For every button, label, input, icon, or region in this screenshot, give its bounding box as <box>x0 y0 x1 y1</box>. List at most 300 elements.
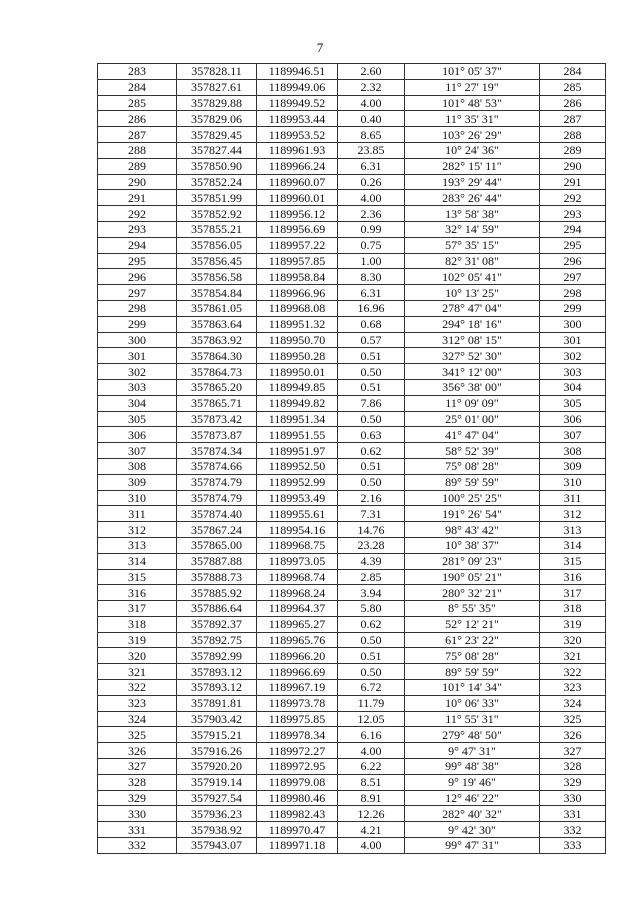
table-row <box>98 522 606 538</box>
cell-distance: 4.00 <box>338 190 405 206</box>
cell-distance: 2.85 <box>338 569 405 585</box>
cell-next-point-number: 312 <box>540 506 606 522</box>
cell-point-number: 288 <box>98 142 177 158</box>
cell-y-coordinate: 1189980.46 <box>257 790 338 806</box>
cell-x-coordinate: 357864.30 <box>177 348 257 364</box>
cell-distance: 14.76 <box>338 522 405 538</box>
cell-point-number: 331 <box>98 822 177 838</box>
cell-x-coordinate: 357867.24 <box>177 522 257 538</box>
cell-bearing: 281° 09' 23" <box>405 553 540 569</box>
cell-distance: 8.65 <box>338 127 405 143</box>
cell-next-point-number: 316 <box>540 569 606 585</box>
cell-bearing: 282° 40' 32" <box>405 806 540 822</box>
cell-next-point-number: 327 <box>540 743 606 759</box>
cell-x-coordinate: 357874.79 <box>177 490 257 506</box>
cell-y-coordinate: 1189967.19 <box>257 680 338 696</box>
cell-point-number: 285 <box>98 95 177 111</box>
cell-bearing: 10° 38' 37" <box>405 537 540 553</box>
cell-point-number: 311 <box>98 506 177 522</box>
cell-bearing: 101° 14' 34" <box>405 680 540 696</box>
cell-y-coordinate: 1189953.49 <box>257 490 338 506</box>
table-row <box>98 711 606 727</box>
cell-x-coordinate: 357851.99 <box>177 190 257 206</box>
cell-distance: 4.21 <box>338 822 405 838</box>
coordinate-table <box>97 63 606 854</box>
cell-point-number: 332 <box>98 838 177 854</box>
cell-distance: 4.00 <box>338 95 405 111</box>
cell-y-coordinate: 1189951.97 <box>257 443 338 459</box>
cell-next-point-number: 331 <box>540 806 606 822</box>
cell-distance: 2.32 <box>338 79 405 95</box>
cell-y-coordinate: 1189966.69 <box>257 664 338 680</box>
cell-y-coordinate: 1189972.95 <box>257 759 338 775</box>
cell-bearing: 11° 35' 31" <box>405 111 540 127</box>
cell-point-number: 327 <box>98 759 177 775</box>
cell-x-coordinate: 357850.90 <box>177 158 257 174</box>
cell-bearing: 100° 25' 25" <box>405 490 540 506</box>
cell-bearing: 10° 06' 33" <box>405 695 540 711</box>
cell-point-number: 312 <box>98 522 177 538</box>
table-row <box>98 269 606 285</box>
cell-next-point-number: 293 <box>540 206 606 222</box>
cell-point-number: 304 <box>98 395 177 411</box>
cell-next-point-number: 323 <box>540 680 606 696</box>
table-row <box>98 142 606 158</box>
cell-point-number: 329 <box>98 790 177 806</box>
cell-x-coordinate: 357943.07 <box>177 838 257 854</box>
cell-x-coordinate: 357829.45 <box>177 127 257 143</box>
cell-distance: 0.57 <box>338 332 405 348</box>
cell-bearing: 10° 24' 36" <box>405 142 540 158</box>
cell-bearing: 11° 09' 09" <box>405 395 540 411</box>
cell-y-coordinate: 1189946.51 <box>257 64 338 80</box>
cell-x-coordinate: 357865.71 <box>177 395 257 411</box>
cell-next-point-number: 297 <box>540 269 606 285</box>
cell-distance: 16.96 <box>338 300 405 316</box>
cell-point-number: 298 <box>98 300 177 316</box>
table-row <box>98 95 606 111</box>
cell-x-coordinate: 357916.26 <box>177 743 257 759</box>
cell-y-coordinate: 1189968.24 <box>257 585 338 601</box>
cell-distance: 6.72 <box>338 680 405 696</box>
cell-point-number: 322 <box>98 680 177 696</box>
cell-point-number: 299 <box>98 316 177 332</box>
cell-x-coordinate: 357852.24 <box>177 174 257 190</box>
cell-x-coordinate: 357915.21 <box>177 727 257 743</box>
cell-next-point-number: 287 <box>540 111 606 127</box>
cell-y-coordinate: 1189952.50 <box>257 458 338 474</box>
cell-y-coordinate: 1189953.44 <box>257 111 338 127</box>
cell-y-coordinate: 1189957.85 <box>257 253 338 269</box>
table-row <box>98 695 606 711</box>
cell-point-number: 305 <box>98 411 177 427</box>
table-row <box>98 190 606 206</box>
cell-distance: 8.51 <box>338 774 405 790</box>
cell-y-coordinate: 1189956.12 <box>257 206 338 222</box>
cell-y-coordinate: 1189955.61 <box>257 506 338 522</box>
cell-x-coordinate: 357874.40 <box>177 506 257 522</box>
cell-distance: 0.62 <box>338 443 405 459</box>
cell-next-point-number: 319 <box>540 616 606 632</box>
cell-point-number: 297 <box>98 285 177 301</box>
cell-point-number: 323 <box>98 695 177 711</box>
cell-point-number: 313 <box>98 537 177 553</box>
cell-x-coordinate: 357861.05 <box>177 300 257 316</box>
table-row <box>98 806 606 822</box>
cell-bearing: 102° 05' 41" <box>405 269 540 285</box>
cell-distance: 6.31 <box>338 285 405 301</box>
cell-point-number: 302 <box>98 364 177 380</box>
cell-x-coordinate: 357874.66 <box>177 458 257 474</box>
cell-next-point-number: 291 <box>540 174 606 190</box>
cell-y-coordinate: 1189952.99 <box>257 474 338 490</box>
table-row <box>98 253 606 269</box>
cell-x-coordinate: 357886.64 <box>177 601 257 617</box>
cell-distance: 12.26 <box>338 806 405 822</box>
cell-distance: 11.79 <box>338 695 405 711</box>
cell-next-point-number: 305 <box>540 395 606 411</box>
cell-bearing: 193° 29' 44" <box>405 174 540 190</box>
cell-x-coordinate: 357893.12 <box>177 680 257 696</box>
cell-point-number: 318 <box>98 616 177 632</box>
cell-x-coordinate: 357892.99 <box>177 648 257 664</box>
cell-distance: 23.85 <box>338 142 405 158</box>
cell-y-coordinate: 1189954.16 <box>257 522 338 538</box>
cell-distance: 0.51 <box>338 458 405 474</box>
cell-y-coordinate: 1189949.06 <box>257 79 338 95</box>
cell-distance: 8.30 <box>338 269 405 285</box>
cell-point-number: 283 <box>98 64 177 80</box>
cell-y-coordinate: 1189968.74 <box>257 569 338 585</box>
cell-x-coordinate: 357873.42 <box>177 411 257 427</box>
cell-next-point-number: 308 <box>540 443 606 459</box>
cell-x-coordinate: 357829.88 <box>177 95 257 111</box>
cell-y-coordinate: 1189950.01 <box>257 364 338 380</box>
cell-point-number: 319 <box>98 632 177 648</box>
cell-x-coordinate: 357892.37 <box>177 616 257 632</box>
cell-distance: 2.60 <box>338 64 405 80</box>
cell-y-coordinate: 1189968.08 <box>257 300 338 316</box>
cell-point-number: 316 <box>98 585 177 601</box>
cell-next-point-number: 292 <box>540 190 606 206</box>
table-row <box>98 379 606 395</box>
cell-bearing: 8° 55' 35" <box>405 601 540 617</box>
cell-x-coordinate: 357885.92 <box>177 585 257 601</box>
cell-x-coordinate: 357888.73 <box>177 569 257 585</box>
table-row <box>98 79 606 95</box>
cell-distance: 6.31 <box>338 158 405 174</box>
table-row <box>98 537 606 553</box>
cell-bearing: 191° 26' 54" <box>405 506 540 522</box>
cell-y-coordinate: 1189966.24 <box>257 158 338 174</box>
cell-next-point-number: 294 <box>540 221 606 237</box>
table-row <box>98 206 606 222</box>
table-row <box>98 458 606 474</box>
cell-distance: 0.99 <box>338 221 405 237</box>
cell-x-coordinate: 357936.23 <box>177 806 257 822</box>
cell-x-coordinate: 357827.61 <box>177 79 257 95</box>
cell-distance: 7.86 <box>338 395 405 411</box>
cell-point-number: 306 <box>98 427 177 443</box>
cell-next-point-number: 317 <box>540 585 606 601</box>
table-row <box>98 221 606 237</box>
cell-point-number: 326 <box>98 743 177 759</box>
cell-bearing: 294° 18' 16" <box>405 316 540 332</box>
cell-y-coordinate: 1189972.27 <box>257 743 338 759</box>
cell-next-point-number: 325 <box>540 711 606 727</box>
table-row <box>98 790 606 806</box>
cell-bearing: 61° 23' 22" <box>405 632 540 648</box>
cell-point-number: 292 <box>98 206 177 222</box>
cell-y-coordinate: 1189950.70 <box>257 332 338 348</box>
cell-x-coordinate: 357863.92 <box>177 332 257 348</box>
cell-x-coordinate: 357873.87 <box>177 427 257 443</box>
cell-point-number: 293 <box>98 221 177 237</box>
table-row <box>98 774 606 790</box>
cell-bearing: 10° 13' 25" <box>405 285 540 301</box>
cell-distance: 0.50 <box>338 411 405 427</box>
cell-x-coordinate: 357856.58 <box>177 269 257 285</box>
cell-next-point-number: 286 <box>540 95 606 111</box>
cell-bearing: 99° 47' 31" <box>405 838 540 854</box>
cell-next-point-number: 307 <box>540 427 606 443</box>
table-row <box>98 664 606 680</box>
cell-bearing: 282° 15' 11" <box>405 158 540 174</box>
cell-point-number: 296 <box>98 269 177 285</box>
cell-x-coordinate: 357864.73 <box>177 364 257 380</box>
cell-distance: 0.50 <box>338 664 405 680</box>
table-body <box>98 64 606 854</box>
cell-y-coordinate: 1189966.20 <box>257 648 338 664</box>
cell-point-number: 324 <box>98 711 177 727</box>
cell-x-coordinate: 357854.84 <box>177 285 257 301</box>
cell-next-point-number: 303 <box>540 364 606 380</box>
table-row <box>98 822 606 838</box>
cell-next-point-number: 299 <box>540 300 606 316</box>
cell-point-number: 315 <box>98 569 177 585</box>
cell-point-number: 286 <box>98 111 177 127</box>
cell-x-coordinate: 357903.42 <box>177 711 257 727</box>
cell-bearing: 75° 08' 28" <box>405 458 540 474</box>
cell-bearing: 279° 48' 50" <box>405 727 540 743</box>
cell-next-point-number: 296 <box>540 253 606 269</box>
cell-y-coordinate: 1189973.78 <box>257 695 338 711</box>
cell-point-number: 314 <box>98 553 177 569</box>
cell-next-point-number: 295 <box>540 237 606 253</box>
cell-x-coordinate: 357865.00 <box>177 537 257 553</box>
cell-next-point-number: 313 <box>540 522 606 538</box>
cell-bearing: 98° 43' 42" <box>405 522 540 538</box>
cell-distance: 23.28 <box>338 537 405 553</box>
table-row <box>98 443 606 459</box>
cell-x-coordinate: 357863.64 <box>177 316 257 332</box>
table-row <box>98 111 606 127</box>
cell-distance: 0.40 <box>338 111 405 127</box>
table-row <box>98 585 606 601</box>
cell-x-coordinate: 357927.54 <box>177 790 257 806</box>
cell-bearing: 9° 19' 46" <box>405 774 540 790</box>
cell-bearing: 9° 47' 31" <box>405 743 540 759</box>
cell-distance: 0.68 <box>338 316 405 332</box>
cell-distance: 4.00 <box>338 838 405 854</box>
cell-y-coordinate: 1189961.93 <box>257 142 338 158</box>
cell-point-number: 289 <box>98 158 177 174</box>
page-number: 7 <box>316 40 324 55</box>
cell-y-coordinate: 1189949.82 <box>257 395 338 411</box>
cell-x-coordinate: 357856.45 <box>177 253 257 269</box>
cell-bearing: 41° 47' 04" <box>405 427 540 443</box>
cell-x-coordinate: 357892.75 <box>177 632 257 648</box>
table-row <box>98 395 606 411</box>
table-row <box>98 364 606 380</box>
table-row <box>98 316 606 332</box>
cell-point-number: 328 <box>98 774 177 790</box>
cell-bearing: 89° 59' 59" <box>405 474 540 490</box>
cell-next-point-number: 309 <box>540 458 606 474</box>
cell-point-number: 284 <box>98 79 177 95</box>
cell-x-coordinate: 357856.05 <box>177 237 257 253</box>
cell-bearing: 190° 05' 21" <box>405 569 540 585</box>
cell-distance: 4.00 <box>338 743 405 759</box>
table-row <box>98 601 606 617</box>
cell-y-coordinate: 1189953.52 <box>257 127 338 143</box>
cell-bearing: 25° 01' 00" <box>405 411 540 427</box>
cell-y-coordinate: 1189968.75 <box>257 537 338 553</box>
table-row <box>98 759 606 775</box>
cell-y-coordinate: 1189973.05 <box>257 553 338 569</box>
cell-point-number: 295 <box>98 253 177 269</box>
cell-y-coordinate: 1189949.52 <box>257 95 338 111</box>
cell-bearing: 280° 32' 21" <box>405 585 540 601</box>
cell-point-number: 290 <box>98 174 177 190</box>
cell-x-coordinate: 357874.34 <box>177 443 257 459</box>
cell-bearing: 103° 26' 29" <box>405 127 540 143</box>
table-row <box>98 680 606 696</box>
cell-bearing: 89° 59' 59" <box>405 664 540 680</box>
cell-next-point-number: 320 <box>540 632 606 648</box>
cell-bearing: 11° 27' 19" <box>405 79 540 95</box>
cell-x-coordinate: 357852.92 <box>177 206 257 222</box>
cell-next-point-number: 310 <box>540 474 606 490</box>
cell-distance: 0.51 <box>338 348 405 364</box>
cell-bearing: 58° 52' 39" <box>405 443 540 459</box>
cell-point-number: 294 <box>98 237 177 253</box>
cell-next-point-number: 300 <box>540 316 606 332</box>
table-row <box>98 648 606 664</box>
cell-next-point-number: 328 <box>540 759 606 775</box>
cell-distance: 0.51 <box>338 379 405 395</box>
cell-bearing: 278° 47' 04" <box>405 300 540 316</box>
cell-x-coordinate: 357920.20 <box>177 759 257 775</box>
cell-point-number: 321 <box>98 664 177 680</box>
cell-next-point-number: 288 <box>540 127 606 143</box>
cell-bearing: 13° 58' 38" <box>405 206 540 222</box>
cell-y-coordinate: 1189964.37 <box>257 601 338 617</box>
cell-distance: 2.16 <box>338 490 405 506</box>
cell-y-coordinate: 1189965.27 <box>257 616 338 632</box>
cell-point-number: 310 <box>98 490 177 506</box>
cell-distance: 0.75 <box>338 237 405 253</box>
cell-x-coordinate: 357874.79 <box>177 474 257 490</box>
cell-next-point-number: 284 <box>540 64 606 80</box>
cell-x-coordinate: 357938.92 <box>177 822 257 838</box>
cell-next-point-number: 333 <box>540 838 606 854</box>
cell-point-number: 307 <box>98 443 177 459</box>
cell-distance: 8.91 <box>338 790 405 806</box>
cell-y-coordinate: 1189958.84 <box>257 269 338 285</box>
cell-distance: 0.50 <box>338 364 405 380</box>
cell-bearing: 82° 31' 08" <box>405 253 540 269</box>
cell-bearing: 101° 05' 37" <box>405 64 540 80</box>
cell-next-point-number: 311 <box>540 490 606 506</box>
cell-y-coordinate: 1189960.07 <box>257 174 338 190</box>
cell-distance: 12.05 <box>338 711 405 727</box>
cell-bearing: 11° 55' 31" <box>405 711 540 727</box>
cell-y-coordinate: 1189951.34 <box>257 411 338 427</box>
cell-y-coordinate: 1189970.47 <box>257 822 338 838</box>
cell-x-coordinate: 357829.06 <box>177 111 257 127</box>
cell-y-coordinate: 1189950.28 <box>257 348 338 364</box>
table-row <box>98 743 606 759</box>
cell-bearing: 99° 48' 38" <box>405 759 540 775</box>
cell-bearing: 57° 35' 15" <box>405 237 540 253</box>
cell-y-coordinate: 1189982.43 <box>257 806 338 822</box>
cell-next-point-number: 289 <box>540 142 606 158</box>
table-row <box>98 411 606 427</box>
cell-point-number: 320 <box>98 648 177 664</box>
cell-next-point-number: 321 <box>540 648 606 664</box>
cell-y-coordinate: 1189979.08 <box>257 774 338 790</box>
cell-next-point-number: 290 <box>540 158 606 174</box>
table-row <box>98 838 606 854</box>
cell-distance: 0.62 <box>338 616 405 632</box>
table-row <box>98 332 606 348</box>
cell-next-point-number: 332 <box>540 822 606 838</box>
cell-x-coordinate: 357919.14 <box>177 774 257 790</box>
cell-next-point-number: 329 <box>540 774 606 790</box>
cell-distance: 3.94 <box>338 585 405 601</box>
cell-next-point-number: 298 <box>540 285 606 301</box>
cell-y-coordinate: 1189975.85 <box>257 711 338 727</box>
cell-y-coordinate: 1189957.22 <box>257 237 338 253</box>
cell-next-point-number: 330 <box>540 790 606 806</box>
cell-point-number: 303 <box>98 379 177 395</box>
cell-y-coordinate: 1189951.32 <box>257 316 338 332</box>
cell-distance: 0.51 <box>338 648 405 664</box>
cell-bearing: 101° 48' 53" <box>405 95 540 111</box>
cell-distance: 6.22 <box>338 759 405 775</box>
cell-distance: 6.16 <box>338 727 405 743</box>
table-row <box>98 64 606 80</box>
cell-next-point-number: 318 <box>540 601 606 617</box>
cell-point-number: 300 <box>98 332 177 348</box>
cell-point-number: 308 <box>98 458 177 474</box>
cell-x-coordinate: 357865.20 <box>177 379 257 395</box>
cell-x-coordinate: 357827.44 <box>177 142 257 158</box>
cell-distance: 4.39 <box>338 553 405 569</box>
table-row <box>98 158 606 174</box>
table-row <box>98 474 606 490</box>
table-row <box>98 616 606 632</box>
cell-bearing: 9° 42' 30" <box>405 822 540 838</box>
cell-y-coordinate: 1189960.01 <box>257 190 338 206</box>
cell-next-point-number: 314 <box>540 537 606 553</box>
cell-y-coordinate: 1189951.55 <box>257 427 338 443</box>
cell-bearing: 327° 52' 30" <box>405 348 540 364</box>
cell-distance: 2.36 <box>338 206 405 222</box>
cell-next-point-number: 304 <box>540 379 606 395</box>
cell-point-number: 301 <box>98 348 177 364</box>
